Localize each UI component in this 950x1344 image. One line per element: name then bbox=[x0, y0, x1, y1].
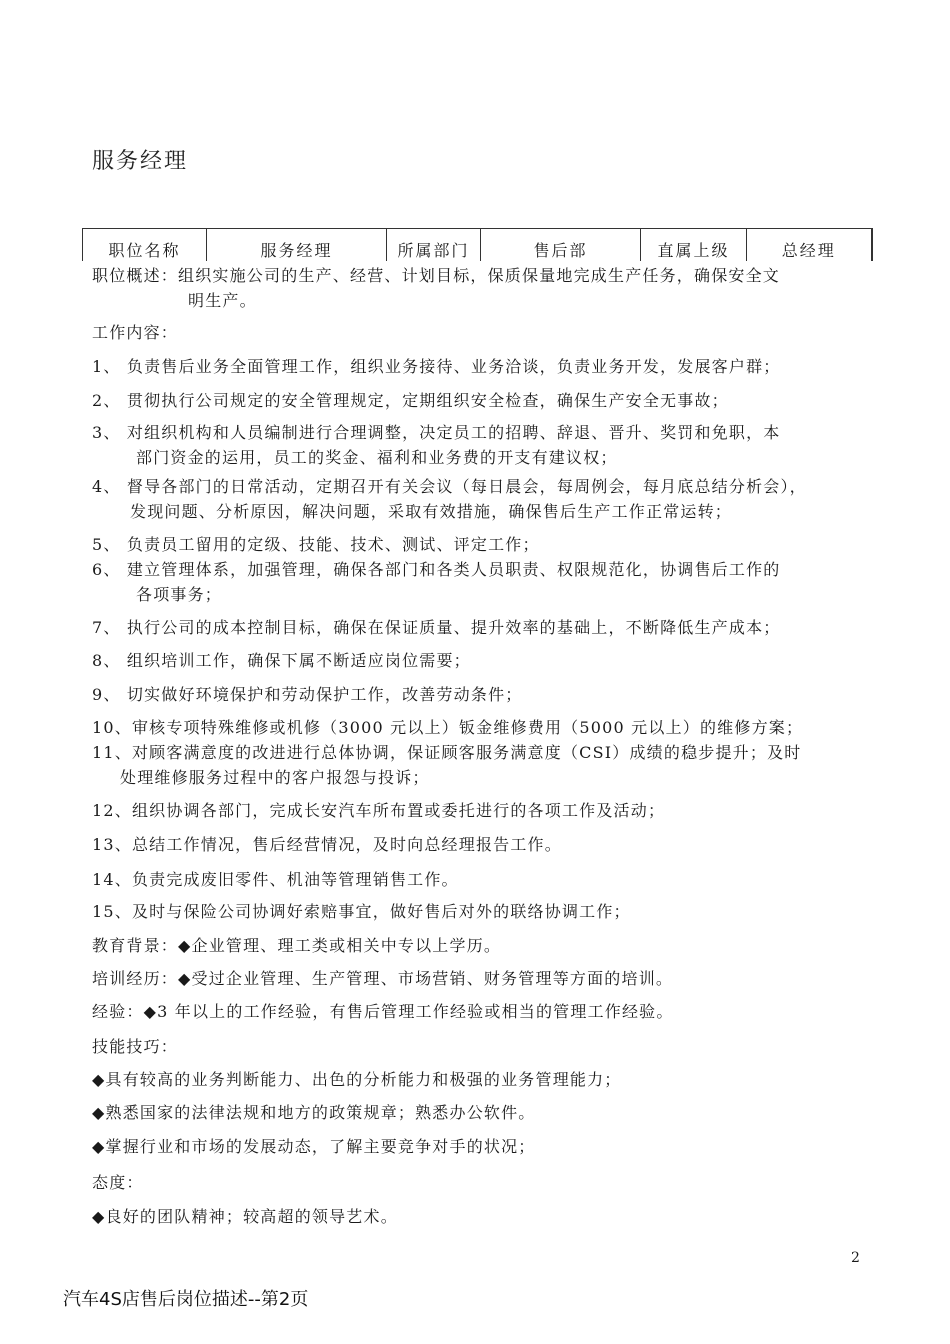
skills-heading: 技能技巧： bbox=[92, 1037, 179, 1056]
overview bbox=[92, 263, 780, 313]
list-item: 5、 负责员工留用的定级、技能、技术、测试、评定工作； bbox=[92, 535, 540, 554]
overview-line2: 明生产。 bbox=[188, 291, 257, 310]
attitude-item: ◆良好的团队精神；较高超的领导艺术。 bbox=[92, 1207, 398, 1226]
label-position-name: 职位名称 bbox=[83, 229, 207, 262]
skill-item: ◆掌握行业和市场的发展动态，了解主要竞争对手的状况； bbox=[92, 1137, 536, 1156]
work-heading: 工作内容： bbox=[92, 323, 179, 342]
list-item: 8、 组织培训工作，确保下属不断适应岗位需要； bbox=[92, 651, 471, 670]
list-item: 4、 督导各部门的日常活动，定期召开有关会议（每日晨会，每周例会，每月底总结分析会）， 发现问题、分析原因，解决问题，采取有效措施，确保售后生产工作正常运转； bbox=[92, 477, 807, 521]
value-position-name: 服务经理 bbox=[207, 229, 387, 262]
list-item: 9、 切实做好环境保护和劳动保护工作，改善劳动条件； bbox=[92, 685, 523, 704]
list-item: 12、组织协调各部门，完成长安汽车所布置或委托进行的各项工作及活动； bbox=[92, 801, 666, 820]
value-superior: 总经理 bbox=[747, 229, 872, 262]
list-item: 14、负责完成废旧零件、机油等管理销售工作。 bbox=[92, 870, 459, 889]
list-item: 11、对顾客满意度的改进进行总体协调，保证顾客服务满意度（CSI）成绩的稳步提升；及时 处理维修服务过程中的客户报怨与投诉； bbox=[92, 743, 802, 787]
training: 培训经历：◆受过企业管理、生产管理、市场营销、财务管理等方面的培训。 bbox=[92, 969, 674, 988]
value-department: 售后部 bbox=[481, 229, 641, 262]
overview-line1: 职位概述：组织实施公司的生产、经营、计划目标，保质保量地完成生产任务，确保安全文 bbox=[92, 266, 781, 285]
position-info-table bbox=[82, 228, 873, 261]
experience: 经验：◆3 年以上的工作经验，有售后管理工作经验或相当的管理工作经验。 bbox=[92, 1002, 674, 1021]
list-item: 2、 贯彻执行公司规定的安全管理规定，定期组织安全检查，确保生产安全无事故； bbox=[92, 391, 729, 410]
list-item: 1、 负责售后业务全面管理工作，组织业务接待、业务洽谈，负责业务开发，发展客户群； bbox=[92, 357, 781, 376]
list-item: 3、 对组织机构和人员编制进行合理调整，决定员工的招聘、辞退、晋升、奖罚和免职，本 部门资金的运用，员工的奖金、福利和业务费的开支有建议权； bbox=[92, 423, 781, 467]
skill-item: ◆熟悉国家的法律法规和地方的政策规章；熟悉办公软件。 bbox=[92, 1103, 536, 1122]
skill-item: ◆具有较高的业务判断能力、出色的分析能力和极强的业务管理能力； bbox=[92, 1070, 622, 1089]
list-item: 15、及时与保险公司协调好索赔事宜，做好售后对外的联络协调工作； bbox=[92, 902, 631, 921]
table-row bbox=[83, 229, 872, 262]
education: 教育背景：◆企业管理、理工类或相关中专以上学历。 bbox=[92, 936, 502, 955]
label-department: 所属部门 bbox=[387, 229, 481, 262]
list-item: 7、 执行公司的成本控制目标，确保在保证质量、提升效率的基础上，不断降低生产成本； bbox=[92, 618, 781, 637]
attitude-heading: 态度： bbox=[92, 1173, 144, 1192]
list-item: 13、总结工作情况，售后经营情况，及时向总经理报告工作。 bbox=[92, 835, 562, 854]
page-number: 2 bbox=[851, 1250, 860, 1266]
label-superior: 直属上级 bbox=[641, 229, 747, 262]
list-item: 10、审核专项特殊维修或机修（3000 元以上）钣金维修费用（5000 元以上）的维修方案； bbox=[92, 718, 804, 737]
page-title: 服务经理 bbox=[92, 149, 189, 174]
document-caption: 汽车4S店售后岗位描述--第2页 bbox=[63, 1289, 309, 1310]
list-item: 6、 建立管理体系，加强管理，确保各部门和各类人员职责、权限规范化，协调售后工作的 各项事务； bbox=[92, 560, 781, 604]
